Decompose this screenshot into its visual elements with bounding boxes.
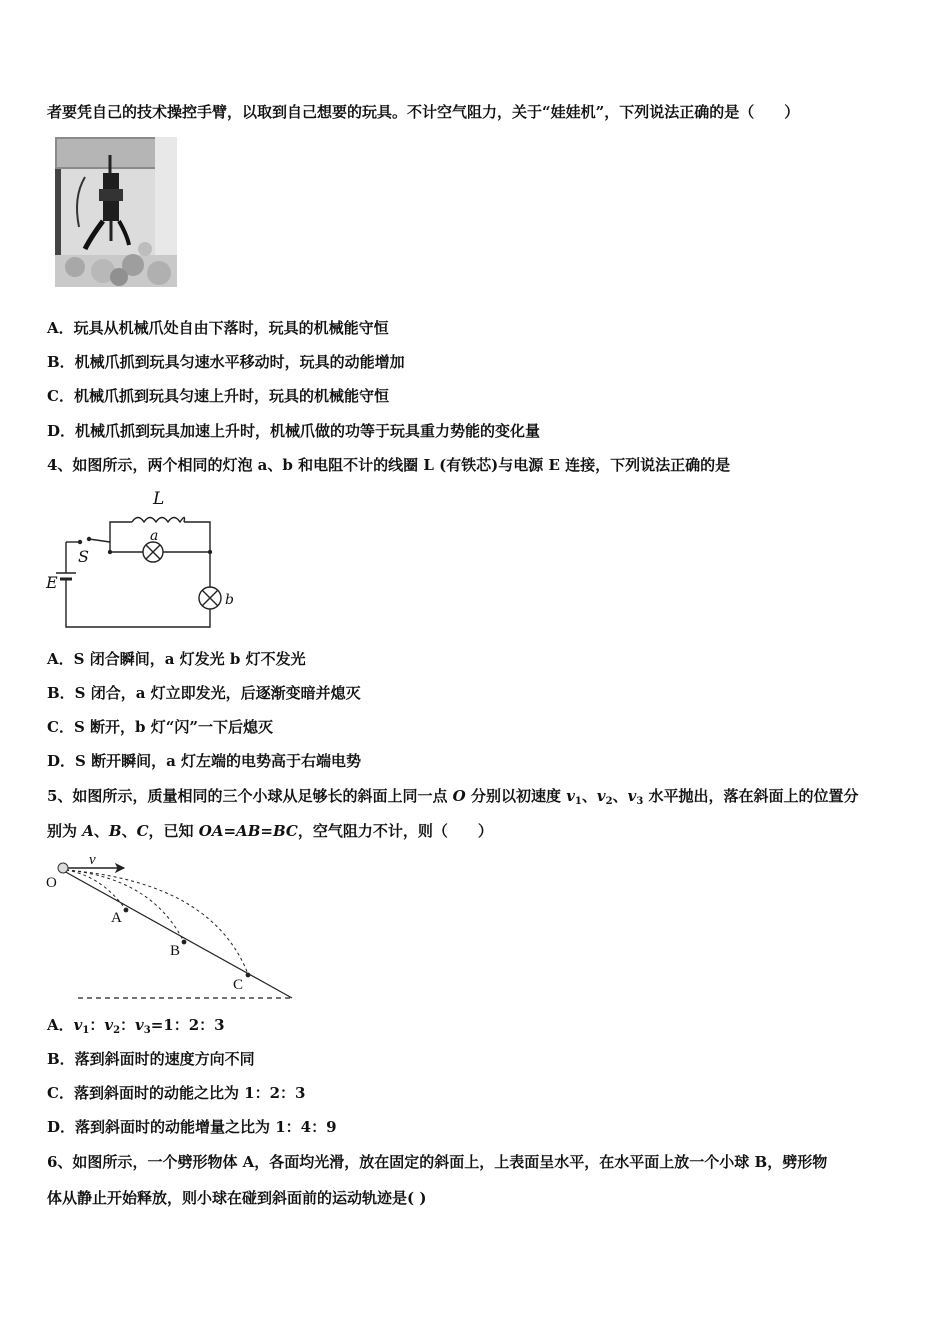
point-o-label: O [46,875,57,891]
q3-option-a: A．玩具从机械爪处自由下落时，玩具的机械能守恒 [47,319,389,337]
q5-option-a: A．$v_1$：$v_2$：$v_3=1$：2：3 [47,1016,225,1036]
velocity-label: v [89,852,96,868]
point-b-label: B [170,943,181,959]
point-a-label: A [111,910,122,926]
q5-stem-line2: 别为 A、B、C，已知 OA=AB=BC，空气阻力不计，则（ ） [47,822,493,840]
q6-stem-line1: 6、如图所示，一个劈形物体 A，各面均光滑，放在固定的斜面上，上表面呈水平，在水平面上放一个小球 B，劈形物 [47,1153,828,1171]
q3-stem: 者要凭自己的技术操控手臂，以取到自己想要的玩具。不计空气阻力，关于“娃娃机”，下列说法正确的是（ ） [47,103,800,121]
projectile-incline-diagram [44,848,300,1004]
q4-stem: 4、如图所示，两个相同的灯泡 a、b 和电阻不计的线圈 L (有铁芯)与电源 E 连接，下列说法正确的是 [47,456,731,474]
q3-option-b: B．机械爪抓到玩具匀速水平移动时，玩具的动能增加 [47,353,405,371]
claw-machine-photo [55,137,177,287]
circuit-diagram [42,487,252,635]
q4-option-d: D．S 断开瞬间，a 灯左端的电势高于右端电势 [47,752,362,770]
q5-option-b: B．落到斜面时的速度方向不同 [47,1050,255,1068]
q6-stem-line2: 体从静止开始释放，则小球在碰到斜面前的运动轨迹是( ) [47,1189,427,1207]
point-c-label: C [233,977,244,993]
q3-option-d: D．机械爪抓到玩具加速上升时，机械爪做的功等于玩具重力势能的变化量 [47,422,541,440]
q5-option-d: D．落到斜面时的动能增量之比为 1：4：9 [47,1118,337,1136]
q4-option-b: B．S 闭合，a 灯立即发光，后逐渐变暗并熄灭 [47,684,361,702]
q3-option-c: C．机械爪抓到玩具匀速上升时，玩具的机械能守恒 [47,387,389,405]
q5-option-c: C．落到斜面时的动能之比为 1：2：3 [47,1084,306,1102]
coil-label: L [153,489,165,509]
switch-label: S [78,547,89,566]
source-label: E [46,573,58,592]
q4-option-c: C．S 断开，b 灯“闪”一下后熄灭 [47,718,273,736]
q4-option-a: A．S 闭合瞬间，a 灯发光 b 灯不发光 [47,650,306,668]
q5-stem-line1: 5、如图所示，质量相同的三个小球从足够长的斜面上同一点 O 分别以初速度 $v_1$、$v_2$、$v_3$ 水平抛出，落在斜面上的位置分 [47,787,859,807]
lamp-a-label: a [150,528,159,544]
lamp-b-label: b [225,592,234,608]
